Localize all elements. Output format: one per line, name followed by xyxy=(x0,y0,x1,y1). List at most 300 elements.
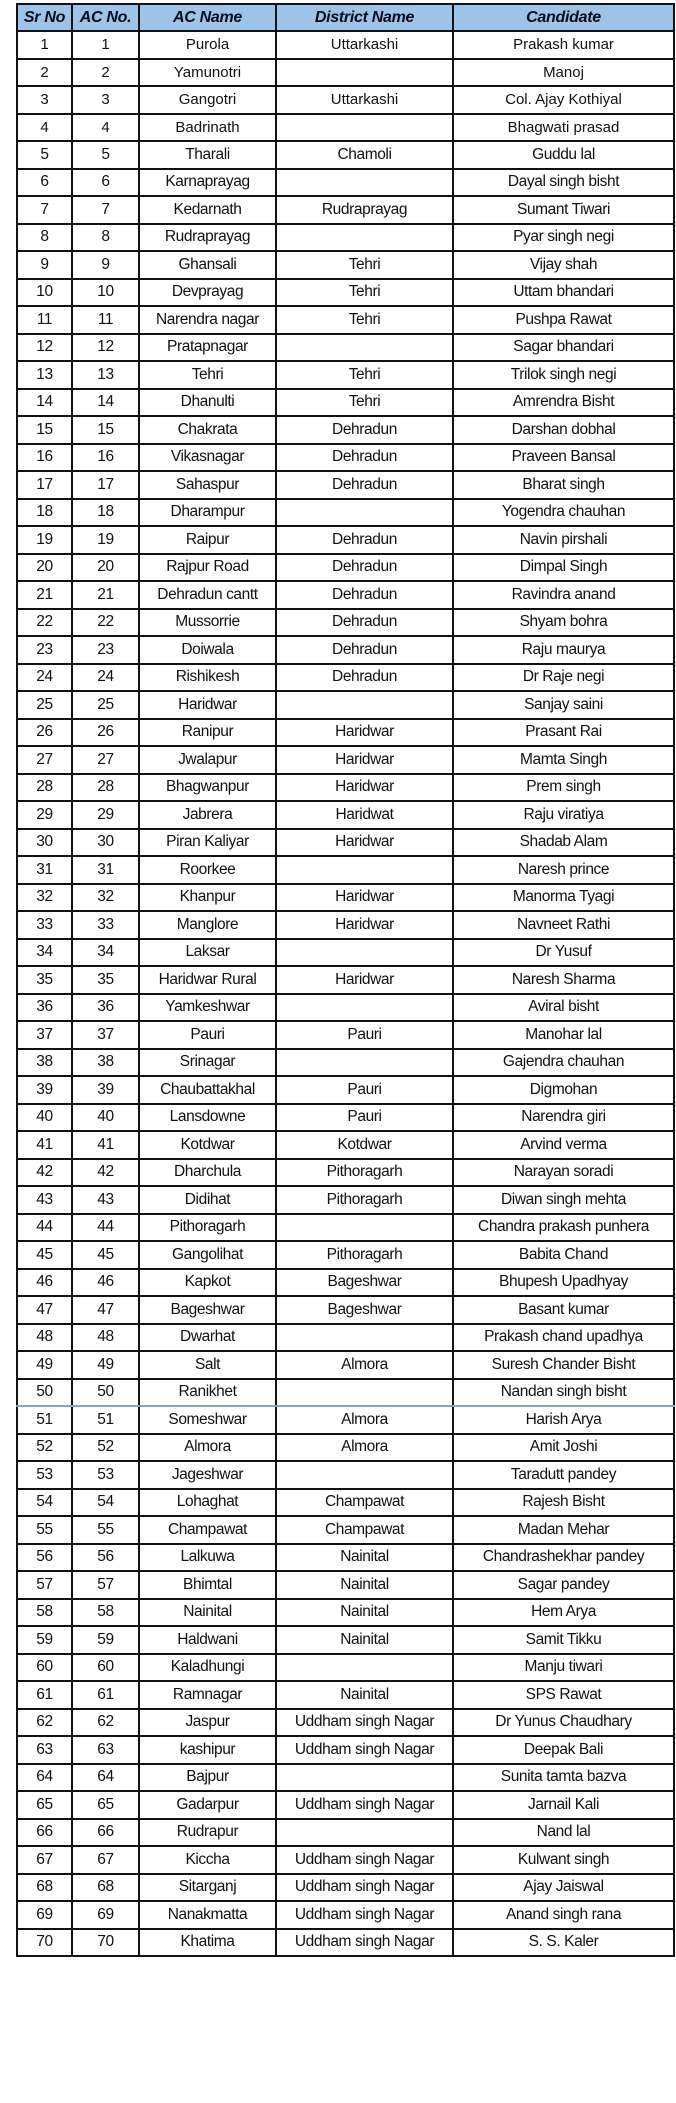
cell-ac-name: Kapkot xyxy=(139,1269,276,1297)
cell-candidate: Jarnail Kali xyxy=(453,1791,674,1819)
cell-ac-no: 17 xyxy=(72,471,139,499)
table-row xyxy=(17,1104,674,1132)
cell-ac-no: 47 xyxy=(72,1296,139,1324)
cell-district-name: Champawat xyxy=(276,1489,453,1517)
cell-ac-no: 10 xyxy=(72,279,139,307)
cell-district-name: Uttarkashi xyxy=(276,31,453,59)
cell-district-name: Haridwar xyxy=(276,746,453,774)
cell-sr-no: 69 xyxy=(17,1901,72,1929)
cell-district-name: Uttarkashi xyxy=(276,86,453,114)
table-row xyxy=(17,471,674,499)
cell-district-name: Pithoragarh xyxy=(276,1159,453,1187)
cell-ac-name: Lalkuwa xyxy=(139,1544,276,1572)
cell-ac-name: Raipur xyxy=(139,526,276,554)
cell-ac-name: Pithoragarh xyxy=(139,1214,276,1242)
cell-candidate: Manju tiwari xyxy=(453,1654,674,1682)
cell-ac-name: Devprayag xyxy=(139,279,276,307)
cell-candidate: Sumant Tiwari xyxy=(453,196,674,224)
cell-ac-name: Dharchula xyxy=(139,1159,276,1187)
cell-district-name: Dehradun xyxy=(276,444,453,472)
table-row xyxy=(17,856,674,884)
cell-district-name: Nainital xyxy=(276,1626,453,1654)
cell-sr-no: 4 xyxy=(17,114,72,142)
cell-sr-no: 37 xyxy=(17,1021,72,1049)
cell-candidate: Prasant Rai xyxy=(453,719,674,747)
cell-district-name: Uddham singh Nagar xyxy=(276,1736,453,1764)
cell-candidate: SPS Rawat xyxy=(453,1681,674,1709)
cell-ac-no: 60 xyxy=(72,1654,139,1682)
cell-candidate: Dr Yunus Chaudhary xyxy=(453,1709,674,1737)
cell-candidate: Praveen Bansal xyxy=(453,444,674,472)
cell-ac-name: Chakrata xyxy=(139,416,276,444)
cell-candidate: Pyar singh negi xyxy=(453,224,674,252)
cell-ac-name: Pratapnagar xyxy=(139,334,276,362)
cell-ac-name: Bajpur xyxy=(139,1764,276,1792)
cell-ac-name: Lohaghat xyxy=(139,1489,276,1517)
table-row xyxy=(17,416,674,444)
cell-district-name xyxy=(276,169,453,197)
cell-candidate: Chandra prakash punhera xyxy=(453,1214,674,1242)
cell-sr-no: 24 xyxy=(17,664,72,692)
cell-candidate: Mamta Singh xyxy=(453,746,674,774)
cell-candidate: Narayan soradi xyxy=(453,1159,674,1187)
cell-district-name: Tehri xyxy=(276,306,453,334)
cell-candidate: Anand singh rana xyxy=(453,1901,674,1929)
cell-candidate: Navin pirshali xyxy=(453,526,674,554)
cell-ac-no: 48 xyxy=(72,1324,139,1352)
cell-sr-no: 62 xyxy=(17,1709,72,1737)
cell-sr-no: 34 xyxy=(17,939,72,967)
header-candidate: Candidate xyxy=(453,4,674,31)
cell-district-name: Uddham singh Nagar xyxy=(276,1709,453,1737)
cell-ac-name: Manglore xyxy=(139,911,276,939)
table-row xyxy=(17,1076,674,1104)
cell-ac-name: Roorkee xyxy=(139,856,276,884)
cell-candidate: Hem Arya xyxy=(453,1599,674,1627)
cell-ac-no: 45 xyxy=(72,1241,139,1269)
table-row xyxy=(17,1626,674,1654)
table-row xyxy=(17,1049,674,1077)
table-body xyxy=(17,31,674,1956)
cell-ac-no: 33 xyxy=(72,911,139,939)
cell-sr-no: 43 xyxy=(17,1186,72,1214)
table-row xyxy=(17,1406,674,1434)
cell-candidate: Babita Chand xyxy=(453,1241,674,1269)
cell-sr-no: 32 xyxy=(17,884,72,912)
cell-district-name: Pauri xyxy=(276,1021,453,1049)
cell-candidate: Arvind verma xyxy=(453,1131,674,1159)
cell-candidate: Naresh Sharma xyxy=(453,966,674,994)
cell-candidate: Naresh prince xyxy=(453,856,674,884)
table-row xyxy=(17,719,674,747)
cell-candidate: Prakash chand upadhya xyxy=(453,1324,674,1352)
cell-ac-no: 58 xyxy=(72,1599,139,1627)
cell-sr-no: 17 xyxy=(17,471,72,499)
cell-ac-no: 23 xyxy=(72,636,139,664)
table-row xyxy=(17,1241,674,1269)
cell-ac-name: Nainital xyxy=(139,1599,276,1627)
cell-district-name: Pithoragarh xyxy=(276,1186,453,1214)
cell-ac-no: 39 xyxy=(72,1076,139,1104)
table-row xyxy=(17,1131,674,1159)
cell-ac-no: 51 xyxy=(72,1406,139,1434)
cell-ac-name: Ramnagar xyxy=(139,1681,276,1709)
cell-sr-no: 30 xyxy=(17,829,72,857)
cell-candidate: Shadab Alam xyxy=(453,829,674,857)
cell-ac-no: 59 xyxy=(72,1626,139,1654)
table-row xyxy=(17,1791,674,1819)
cell-ac-name: Didihat xyxy=(139,1186,276,1214)
cell-ac-no: 31 xyxy=(72,856,139,884)
cell-sr-no: 3 xyxy=(17,86,72,114)
cell-ac-no: 15 xyxy=(72,416,139,444)
cell-ac-no: 18 xyxy=(72,499,139,527)
cell-district-name: Haridwar xyxy=(276,884,453,912)
cell-candidate: Bhagwati prasad xyxy=(453,114,674,142)
table-row xyxy=(17,499,674,527)
cell-sr-no: 56 xyxy=(17,1544,72,1572)
cell-sr-no: 52 xyxy=(17,1434,72,1462)
cell-ac-name: Kedarnath xyxy=(139,196,276,224)
cell-ac-name: Piran Kaliyar xyxy=(139,829,276,857)
cell-sr-no: 28 xyxy=(17,774,72,802)
cell-candidate: Prakash kumar xyxy=(453,31,674,59)
cell-sr-no: 39 xyxy=(17,1076,72,1104)
cell-candidate: Sagar pandey xyxy=(453,1571,674,1599)
cell-district-name: Haridwar xyxy=(276,911,453,939)
table-row xyxy=(17,1901,674,1929)
cell-sr-no: 53 xyxy=(17,1461,72,1489)
cell-district-name: Dehradun xyxy=(276,609,453,637)
cell-ac-no: 50 xyxy=(72,1379,139,1407)
cell-ac-no: 7 xyxy=(72,196,139,224)
cell-sr-no: 20 xyxy=(17,554,72,582)
cell-district-name: Haridwar xyxy=(276,966,453,994)
cell-district-name: Bageshwar xyxy=(276,1269,453,1297)
cell-candidate: Darshan dobhal xyxy=(453,416,674,444)
cell-sr-no: 61 xyxy=(17,1681,72,1709)
cell-ac-no: 40 xyxy=(72,1104,139,1132)
cell-sr-no: 35 xyxy=(17,966,72,994)
cell-ac-no: 26 xyxy=(72,719,139,747)
cell-ac-name: Tharali xyxy=(139,141,276,169)
cell-sr-no: 21 xyxy=(17,581,72,609)
cell-candidate: Diwan singh mehta xyxy=(453,1186,674,1214)
table-row xyxy=(17,86,674,114)
cell-sr-no: 16 xyxy=(17,444,72,472)
table-row xyxy=(17,444,674,472)
cell-district-name: Dehradun xyxy=(276,554,453,582)
cell-candidate: Trilok singh negi xyxy=(453,361,674,389)
cell-ac-name: Laksar xyxy=(139,939,276,967)
cell-sr-no: 60 xyxy=(17,1654,72,1682)
table-row xyxy=(17,664,674,692)
cell-district-name: Champawat xyxy=(276,1516,453,1544)
table-row xyxy=(17,1159,674,1187)
cell-district-name xyxy=(276,1819,453,1847)
table-row xyxy=(17,1516,674,1544)
cell-ac-name: Karnaprayag xyxy=(139,169,276,197)
cell-district-name xyxy=(276,1461,453,1489)
cell-candidate: Suresh Chander Bisht xyxy=(453,1351,674,1379)
cell-candidate: Kulwant singh xyxy=(453,1846,674,1874)
cell-candidate: Navneet Rathi xyxy=(453,911,674,939)
cell-ac-name: Jwalapur xyxy=(139,746,276,774)
cell-sr-no: 54 xyxy=(17,1489,72,1517)
cell-ac-no: 37 xyxy=(72,1021,139,1049)
table-row xyxy=(17,1021,674,1049)
cell-ac-no: 42 xyxy=(72,1159,139,1187)
cell-ac-name: Khanpur xyxy=(139,884,276,912)
table-row xyxy=(17,774,674,802)
cell-candidate: Digmohan xyxy=(453,1076,674,1104)
cell-ac-no: 30 xyxy=(72,829,139,857)
cell-sr-no: 10 xyxy=(17,279,72,307)
cell-district-name xyxy=(276,856,453,884)
table-row xyxy=(17,1296,674,1324)
cell-district-name: Rudraprayag xyxy=(276,196,453,224)
table-row xyxy=(17,801,674,829)
cell-ac-name: Almora xyxy=(139,1434,276,1462)
cell-ac-name: Jaspur xyxy=(139,1709,276,1737)
cell-ac-no: 29 xyxy=(72,801,139,829)
cell-ac-name: Dehradun cantt xyxy=(139,581,276,609)
cell-candidate: Manorma Tyagi xyxy=(453,884,674,912)
table-row xyxy=(17,526,674,554)
cell-sr-no: 6 xyxy=(17,169,72,197)
cell-district-name: Kotdwar xyxy=(276,1131,453,1159)
table-row xyxy=(17,1709,674,1737)
cell-district-name xyxy=(276,691,453,719)
cell-candidate: Pushpa Rawat xyxy=(453,306,674,334)
cell-ac-no: 68 xyxy=(72,1874,139,1902)
cell-ac-name: Chaubattakhal xyxy=(139,1076,276,1104)
cell-candidate: Chandrashekhar pandey xyxy=(453,1544,674,1572)
cell-ac-no: 56 xyxy=(72,1544,139,1572)
cell-sr-no: 38 xyxy=(17,1049,72,1077)
cell-district-name xyxy=(276,994,453,1022)
cell-district-name: Haridwar xyxy=(276,719,453,747)
cell-candidate: Basant kumar xyxy=(453,1296,674,1324)
cell-ac-no: 46 xyxy=(72,1269,139,1297)
cell-sr-no: 27 xyxy=(17,746,72,774)
cell-district-name: Dehradun xyxy=(276,581,453,609)
cell-ac-name: Dwarhat xyxy=(139,1324,276,1352)
cell-ac-no: 53 xyxy=(72,1461,139,1489)
cell-candidate: Dr Raje negi xyxy=(453,664,674,692)
cell-ac-name: Dhanulti xyxy=(139,389,276,417)
header-ac-no: AC No. xyxy=(72,4,139,31)
cell-district-name: Tehri xyxy=(276,251,453,279)
cell-ac-no: 35 xyxy=(72,966,139,994)
cell-ac-no: 5 xyxy=(72,141,139,169)
table-row xyxy=(17,1571,674,1599)
table-row xyxy=(17,306,674,334)
cell-ac-no: 64 xyxy=(72,1764,139,1792)
cell-sr-no: 41 xyxy=(17,1131,72,1159)
cell-sr-no: 26 xyxy=(17,719,72,747)
cell-ac-no: 55 xyxy=(72,1516,139,1544)
cell-candidate: Raju viratiya xyxy=(453,801,674,829)
cell-ac-name: Badrinath xyxy=(139,114,276,142)
cell-candidate: Raju maurya xyxy=(453,636,674,664)
table-row xyxy=(17,1351,674,1379)
cell-district-name: Nainital xyxy=(276,1571,453,1599)
cell-candidate: Col. Ajay Kothiyal xyxy=(453,86,674,114)
table-row xyxy=(17,1186,674,1214)
cell-ac-name: Mussorrie xyxy=(139,609,276,637)
cell-ac-no: 6 xyxy=(72,169,139,197)
table-row xyxy=(17,141,674,169)
table-row xyxy=(17,1764,674,1792)
cell-ac-no: 36 xyxy=(72,994,139,1022)
table-row xyxy=(17,1269,674,1297)
cell-ac-name: Haridwar xyxy=(139,691,276,719)
cell-district-name: Almora xyxy=(276,1351,453,1379)
cell-sr-no: 64 xyxy=(17,1764,72,1792)
cell-district-name: Pithoragarh xyxy=(276,1241,453,1269)
cell-ac-name: Srinagar xyxy=(139,1049,276,1077)
cell-district-name: Dehradun xyxy=(276,416,453,444)
cell-sr-no: 58 xyxy=(17,1599,72,1627)
cell-ac-no: 49 xyxy=(72,1351,139,1379)
cell-ac-name: Rajpur Road xyxy=(139,554,276,582)
cell-ac-name: Jageshwar xyxy=(139,1461,276,1489)
table-row xyxy=(17,746,674,774)
cell-ac-name: Vikasnagar xyxy=(139,444,276,472)
cell-sr-no: 44 xyxy=(17,1214,72,1242)
cell-candidate: Ajay Jaiswal xyxy=(453,1874,674,1902)
cell-ac-no: 12 xyxy=(72,334,139,362)
cell-candidate: Harish Arya xyxy=(453,1406,674,1434)
cell-district-name xyxy=(276,1764,453,1792)
cell-ac-no: 43 xyxy=(72,1186,139,1214)
cell-ac-name: Jabrera xyxy=(139,801,276,829)
table-row xyxy=(17,196,674,224)
cell-district-name: Uddham singh Nagar xyxy=(276,1874,453,1902)
cell-sr-no: 7 xyxy=(17,196,72,224)
cell-sr-no: 13 xyxy=(17,361,72,389)
cell-candidate: Madan Mehar xyxy=(453,1516,674,1544)
cell-candidate: Prem singh xyxy=(453,774,674,802)
cell-ac-name: Lansdowne xyxy=(139,1104,276,1132)
cell-candidate: Dayal singh bisht xyxy=(453,169,674,197)
cell-sr-no: 42 xyxy=(17,1159,72,1187)
cell-ac-name: Yamkeshwar xyxy=(139,994,276,1022)
cell-sr-no: 68 xyxy=(17,1874,72,1902)
cell-ac-name: Kotdwar xyxy=(139,1131,276,1159)
cell-ac-no: 52 xyxy=(72,1434,139,1462)
cell-district-name: Nainital xyxy=(276,1599,453,1627)
cell-candidate: Yogendra chauhan xyxy=(453,499,674,527)
cell-district-name: Dehradun xyxy=(276,664,453,692)
cell-ac-name: Bageshwar xyxy=(139,1296,276,1324)
cell-candidate: Manoj xyxy=(453,59,674,87)
cell-ac-no: 27 xyxy=(72,746,139,774)
table-row xyxy=(17,1379,674,1407)
cell-district-name xyxy=(276,939,453,967)
cell-candidate: Nandan singh bisht xyxy=(453,1379,674,1407)
cell-ac-no: 67 xyxy=(72,1846,139,1874)
table-row xyxy=(17,994,674,1022)
cell-district-name: Tehri xyxy=(276,279,453,307)
cell-sr-no: 22 xyxy=(17,609,72,637)
cell-ac-no: 8 xyxy=(72,224,139,252)
cell-ac-name: Kiccha xyxy=(139,1846,276,1874)
table-row xyxy=(17,1681,674,1709)
cell-ac-no: 61 xyxy=(72,1681,139,1709)
cell-ac-name: Salt xyxy=(139,1351,276,1379)
table-row xyxy=(17,1214,674,1242)
cell-ac-name: Gadarpur xyxy=(139,1791,276,1819)
cell-district-name: Almora xyxy=(276,1406,453,1434)
cell-sr-no: 2 xyxy=(17,59,72,87)
cell-sr-no: 49 xyxy=(17,1351,72,1379)
cell-ac-no: 21 xyxy=(72,581,139,609)
cell-sr-no: 59 xyxy=(17,1626,72,1654)
table-row xyxy=(17,911,674,939)
cell-candidate: Ravindra anand xyxy=(453,581,674,609)
cell-district-name xyxy=(276,1214,453,1242)
cell-district-name xyxy=(276,224,453,252)
cell-ac-no: 44 xyxy=(72,1214,139,1242)
table-row xyxy=(17,1489,674,1517)
cell-district-name xyxy=(276,1049,453,1077)
cell-ac-name: Khatima xyxy=(139,1929,276,1957)
cell-candidate: Amrendra Bisht xyxy=(453,389,674,417)
cell-ac-no: 9 xyxy=(72,251,139,279)
table-row xyxy=(17,334,674,362)
table-row xyxy=(17,1874,674,1902)
cell-candidate: Taradutt pandey xyxy=(453,1461,674,1489)
cell-sr-no: 67 xyxy=(17,1846,72,1874)
table-row xyxy=(17,1324,674,1352)
table-row xyxy=(17,581,674,609)
cell-ac-no: 3 xyxy=(72,86,139,114)
cell-candidate: Nand lal xyxy=(453,1819,674,1847)
cell-sr-no: 65 xyxy=(17,1791,72,1819)
cell-district-name: Dehradun xyxy=(276,636,453,664)
cell-candidate: Deepak Bali xyxy=(453,1736,674,1764)
cell-ac-no: 57 xyxy=(72,1571,139,1599)
table-header xyxy=(17,4,674,31)
table-row xyxy=(17,31,674,59)
table-row xyxy=(17,884,674,912)
table-row xyxy=(17,829,674,857)
cell-district-name: Bageshwar xyxy=(276,1296,453,1324)
cell-ac-no: 20 xyxy=(72,554,139,582)
cell-ac-name: Gangotri xyxy=(139,86,276,114)
cell-district-name: Dehradun xyxy=(276,471,453,499)
table-row xyxy=(17,169,674,197)
table-row xyxy=(17,1654,674,1682)
cell-ac-no: 38 xyxy=(72,1049,139,1077)
cell-district-name: Haridwar xyxy=(276,774,453,802)
cell-ac-no: 1 xyxy=(72,31,139,59)
cell-ac-no: 13 xyxy=(72,361,139,389)
cell-candidate: S. S. Kaler xyxy=(453,1929,674,1957)
table-row xyxy=(17,59,674,87)
cell-ac-name: Rudraprayag xyxy=(139,224,276,252)
cell-district-name: Almora xyxy=(276,1434,453,1462)
cell-ac-name: Sitarganj xyxy=(139,1874,276,1902)
cell-candidate: Bharat singh xyxy=(453,471,674,499)
cell-district-name xyxy=(276,59,453,87)
cell-sr-no: 47 xyxy=(17,1296,72,1324)
cell-district-name: Haridwat xyxy=(276,801,453,829)
cell-ac-name: Tehri xyxy=(139,361,276,389)
cell-sr-no: 51 xyxy=(17,1406,72,1434)
